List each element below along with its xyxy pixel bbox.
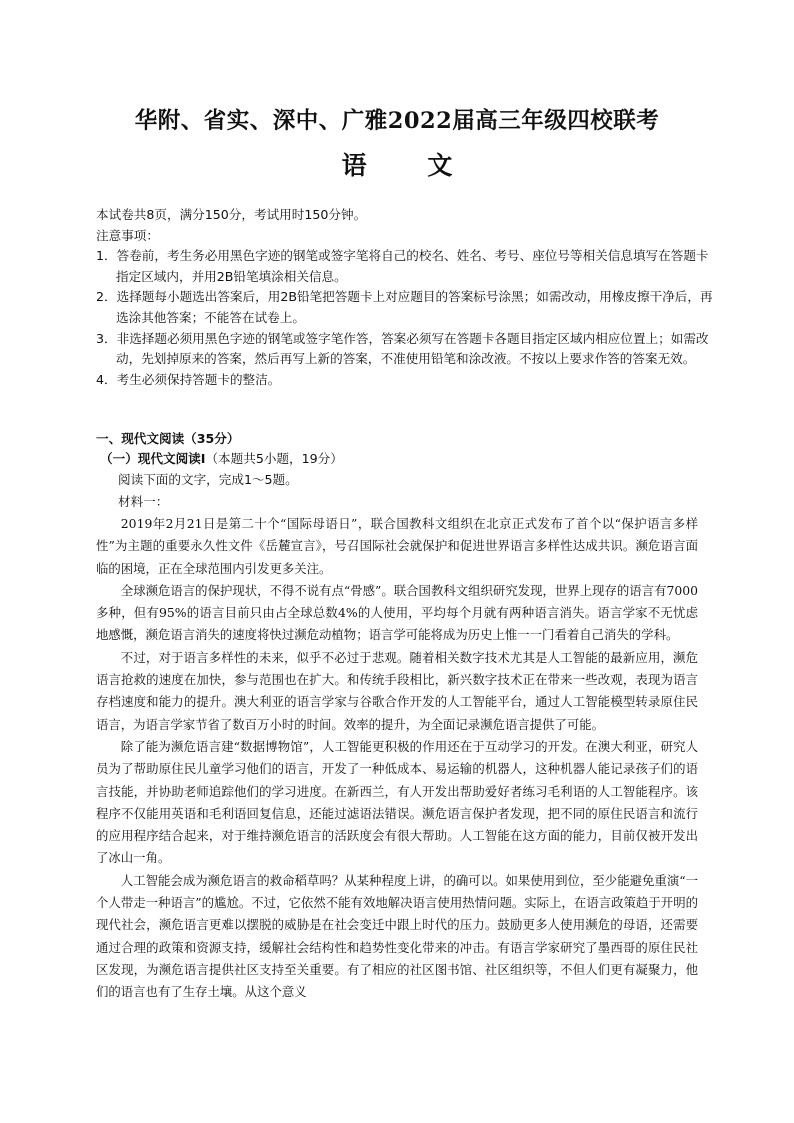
exam-title: 华附、省实、深中、广雅2022届高三年级四校联考 bbox=[134, 108, 660, 134]
subject-title: 语 文 bbox=[341, 151, 479, 180]
note-item-2: 2．选择题每小题选出答案后，用2B铅笔把答题卡上对应题目的答案标号涂黑；如需改动，用橡皮擦干净后，再选涂其他答案；不能答在试卷上。 bbox=[96, 289, 713, 325]
exam-instructions bbox=[96, 205, 716, 390]
note-item-1: 1．答卷前，考生务必用黑色字迹的钢笔或签字笔将自己的校名、姓名、考号、座位号等相关信息填写在答题卡指定区域内，并用2B铅笔填涂相关信息。 bbox=[96, 248, 709, 284]
note-item-3: 3．非选择题必须用黑色字迹的钢笔或签字笔作答，答案必须写在答题卡各题目指定区域内相应位置上；如需改动，先划掉原来的答案，然后再写上新的答案，不准使用铅笔和涂改液。不按以上要求作答的答案无效。 bbox=[96, 330, 709, 367]
notes-heading: 注意事项： bbox=[96, 227, 159, 243]
material-label: 材料一： bbox=[118, 494, 169, 509]
passage-paragraph-5: 人工智能会成为濒危语言的救命稻草吗？从某种程度上讲，的确可以。如果使用到位，至少能避免重演“一个人带走一种语言”的尴尬。不过，它依然不能有效地解决语言使用热情问题。实际上，在语言政策趋于开明的现代社会，濒危语言更难以摆脱的威胁是在社会变迁中跟上时代的压力。鼓励更多人使用濒危的母语，还需要通过合理的政策和资源支持，缓解社会结构性和趋势性变化带来的冲击。有语言学家研究了墨西哥的原住民社区发现，为濒危语言提供社区支持至关重要。有了相应的社区图书馆、社区组织等，不但人们更有凝聚力，他们的语言也有了生存土壤。从这个意义 bbox=[96, 872, 698, 1000]
passage-paragraph-4: 除了能为濒危语言建“数据博物馆”，人工智能更积极的作用还在于互动学习的开发。在澳大利亚，研究人员为了帮助原住民儿童学习他们的语言，开发了一种低成本、易运输的机器人，这种机器人能记录孩子们的语言技能，并协助老师追踪他们的学习进度。在新西兰，有人开发出帮助爱好者练习毛利语的人工智能程序。该程序不仅能用英语和毛利语回复信息，还能过滤语法错误。濒危语言保护者发现，把不同的原住民语言和流行的应用程序结合起来，对于维持濒危语言的活跃度会有很大帮助。人工智能在这方面的能力，目前仅被开发出了冰山一角。 bbox=[96, 738, 698, 866]
passage-paragraph-1: 2019年2月21日是第二十个“国际母语日”，联合国教科文组织在北京正式发布了首个以“保护语言多样性”为主题的重要永久性文件《岳麓宣言》，号召国际社会就保护和促进世界语言多样性达成共识。濒危语言面临的困境，正在全球范围内引发更多关注。 bbox=[96, 516, 698, 576]
reading-passage bbox=[96, 513, 698, 1004]
reading-directions: 阅读下面的文字，完成1～5题。 bbox=[118, 472, 298, 487]
note-item-4: 4．考生必须保持答题卡的整洁。 bbox=[96, 371, 281, 387]
subsection-heading-bold: （一）现代文阅读Ⅰ bbox=[100, 451, 206, 466]
exam-intro: 本试卷共8页，满分150分，考试用时150分钟。 bbox=[96, 207, 367, 222]
passage-paragraph-3: 不过，对于语言多样性的未来，似乎不必过于悲观。随着相关数字技术尤其是人工智能的最新应用，濒危语言抢救的速度在加快，参与范围也在扩大。和传统手段相比，新兴数字技术正在带来一些改观，表现为语言存档速度和能力的提升。澳大利亚的语言学家与谷歌合作开发的人工智能平台，通过人工智能模型转录原住民语言，为语言学家节省了数百万小时的时间。效率的提升，为全面记录濒危语言提供了可能。 bbox=[96, 649, 698, 732]
passage-paragraph-2: 全球濒危语言的保护现状，不得不说有点“骨感”。联合国教科文组织研究发现，世界上现存的语言有7000多种，但有95%的语言目前只由占全球总数4%的人使用，平均每个月就有两种语言消失。语言学家不无忧虑地感慨，濒危语言消失的速度将快过濒危动植物；语言学可能将成为历史上惟一一门看着自己消失的学科。 bbox=[96, 582, 698, 643]
subsection-heading-rest: （本题共5小题，19分） bbox=[205, 451, 343, 466]
subsection-heading bbox=[96, 449, 720, 470]
section-heading: 一、现代文阅读（35分） bbox=[96, 431, 240, 446]
